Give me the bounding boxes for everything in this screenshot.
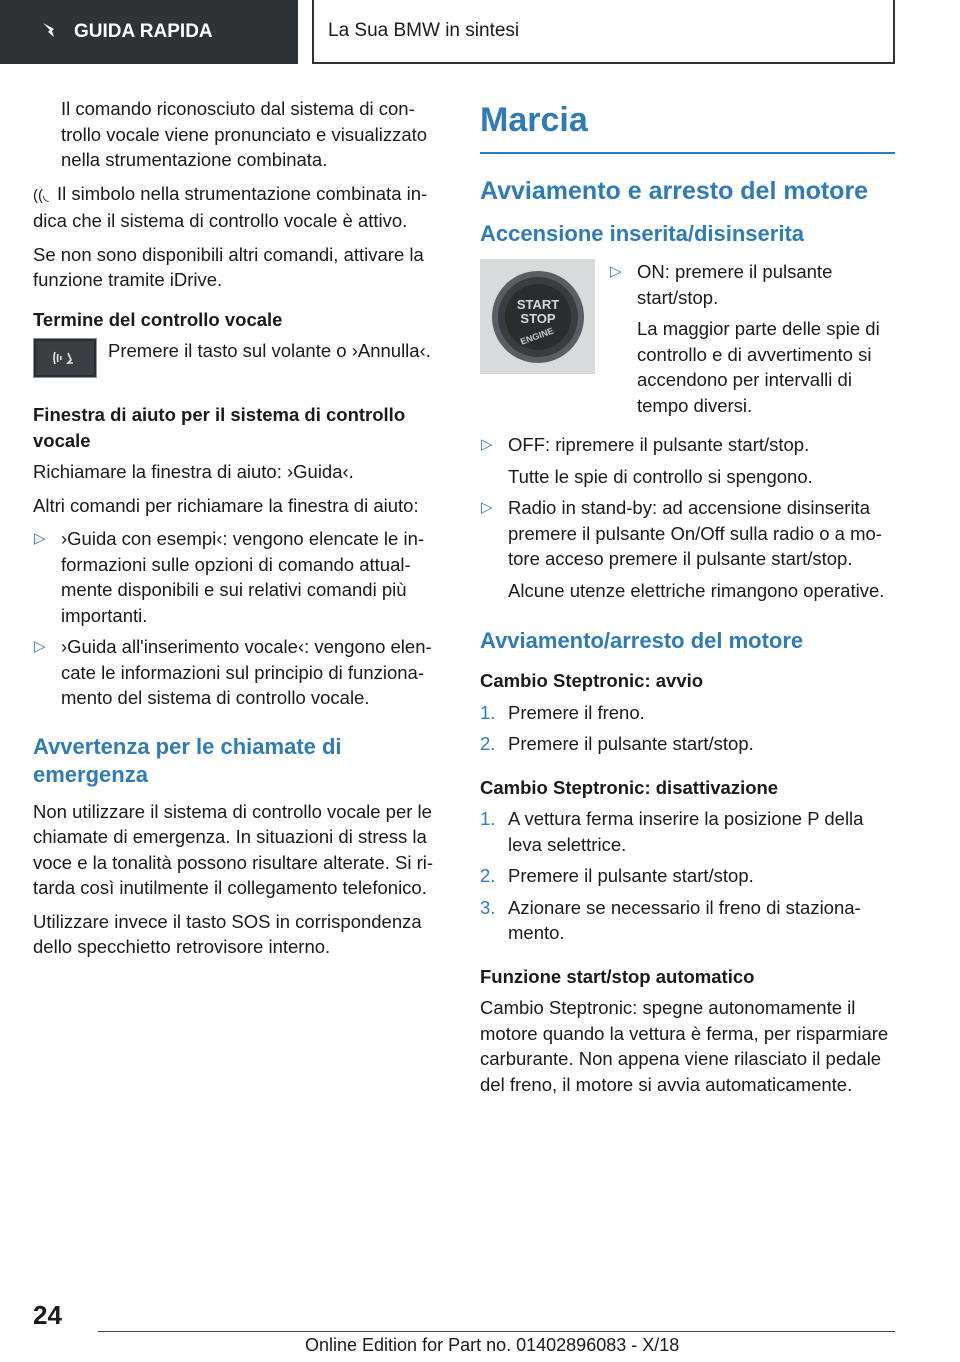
step-item: 2. Premere il pulsante start/stop. (480, 865, 754, 886)
header-tab-quick-guide[interactable] (0, 0, 298, 64)
paragraph: Utilizzare invece il tasto SOS in corrispondenza dello specchietto retrovisore interno. (33, 910, 422, 957)
subheading: Funzione start/stop automatico (480, 965, 755, 987)
paragraph: Richiamare la finestra di aiuto: ›Guida‹. (33, 461, 354, 482)
list-item: ▷ ›Guida all'inserimento vocale‹: vengono elencate le informazioni sul principio di funzionamento del sistema di controllo vocale. (34, 636, 432, 708)
header-section-title: La Sua BMW in sintesi (312, 0, 895, 64)
paragraph: ((◟ Il simbolo nella strumentazione combinata indica che il sistema di controllo vocale è attivo. (33, 182, 428, 231)
subsection-heading: Avviamento/arresto del motore (480, 628, 804, 653)
paragraph: Premere il tasto sul volante o ›Annulla‹. (108, 340, 431, 361)
subheading: Cambio Steptronic: avvio (480, 670, 704, 691)
subheading: Termine del controllo vocale (33, 308, 283, 330)
chapter-title: Marcia (480, 100, 895, 154)
triangle-bullet-icon: ▷ (34, 530, 46, 547)
step-item: 1. A vettura ferma inserire la posizione P della leva selettrice. (480, 808, 864, 855)
step-item: 1. Premere il freno. (480, 701, 645, 723)
subheading: Cambio Steptronic: disattivazione (480, 776, 779, 798)
engine-label: ENGINE (518, 325, 555, 347)
start-label: START (516, 296, 559, 312)
page-number: 24 (33, 1300, 62, 1330)
list-item: ▷ Radio in stand-by: ad accensione disinserita premere il pulsante On/Off sulla radio o a motore acceso premere il pulsante start/stop. Alcune utenze elettriche rimangono operative. (481, 497, 885, 601)
list-item: ▷ OFF: ripremere il pulsante start/stop. Tutte le spie di controllo si spengono. (481, 434, 813, 487)
subheading: Finestra di aiuto per il sistema di controllo vocale (33, 404, 406, 451)
triangle-bullet-icon: ▷ (481, 436, 493, 453)
list-item: ▷ ›Guida con esempi‹: vengono elencate le informazioni sulle opzioni di comando attualmente disponibili e sui relativi comandi più importanti. (34, 528, 425, 626)
voice-control-icon: ((◟ (33, 186, 49, 204)
steering-button-row (33, 338, 438, 378)
list-item: ▷ ON: premere il pulsante start/stop. La maggior parte delle spie di controllo e di avvertimento si accendono per intervalli di tempo diversi. (610, 261, 880, 416)
stop-label: STOP (519, 310, 556, 326)
section-heading: Avvertenza per le chiamate di emergenza (33, 733, 342, 787)
right-column (480, 96, 895, 1105)
steering-wheel-voice-button-icon (33, 338, 97, 378)
triangle-bullet-icon: ▷ (34, 638, 46, 655)
paragraph: Il comando riconosciuto dal sistema di controllo vocale viene pronunciato e visualizzato nella strumentazione combinata. (61, 98, 428, 170)
step-item: 3. Azionare se necessario il freno di stazionamento. (480, 896, 861, 943)
triangle-bullet-icon: ▷ (610, 263, 622, 280)
paragraph: Non utilizzare il sistema di controllo vocale per le chiamate di emergenza. In situazioni di stress la voce e la tonalità possono risultare alterate. Si ritarda così inutilmente il collegamento telefonico. (33, 800, 434, 898)
paragraph: Altri comandi per richiamare la finestra di aiuto: (33, 494, 419, 516)
footer-divider (98, 1331, 895, 1332)
paragraph: Se non sono disponibili altri comandi, attivare la funzione tramite iDrive. (33, 243, 424, 290)
header-tab-label: GUIDA RAPIDA (74, 21, 213, 42)
left-column (33, 96, 438, 968)
quick-guide-icon (40, 20, 60, 45)
start-stop-row (480, 259, 895, 424)
footer-edition: Online Edition for Part no. 01402896083 - X/18 (305, 1335, 680, 1355)
start-stop-button-image (480, 259, 595, 374)
step-item: 2. Premere il pulsante start/stop. (480, 733, 754, 754)
paragraph: Cambio Steptronic: spegne autonomamente il motore quando la vettura è ferma, per risparmiare carburante. Non appena viene rilasciato il pedale del freno, il motore si avvia automaticamente. (480, 997, 889, 1095)
triangle-bullet-icon: ▷ (481, 499, 493, 516)
section-heading: Avviamento e arresto del motore (480, 177, 869, 205)
subsection-heading: Accensione inserita/disinserita (480, 221, 805, 246)
